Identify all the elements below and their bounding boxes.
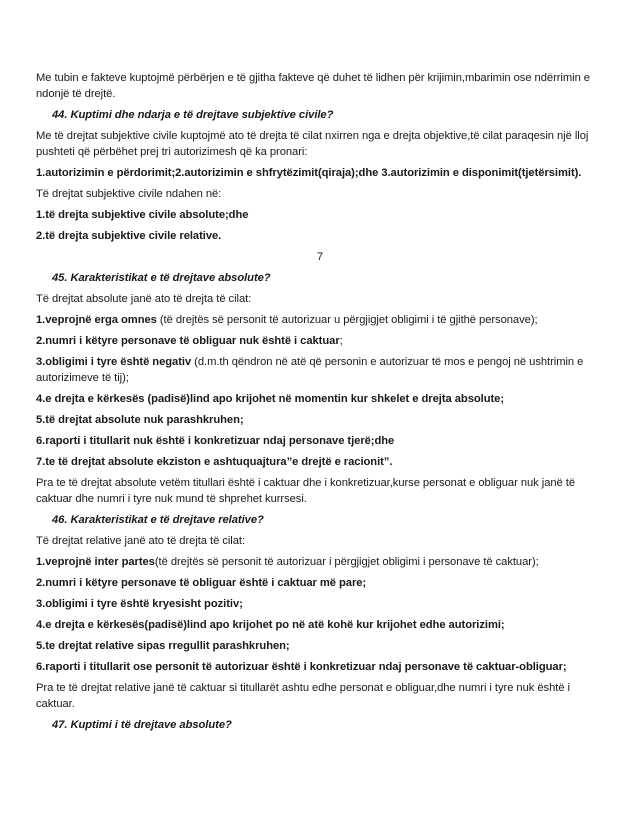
paragraph: [36, 638, 604, 654]
paragraph: [36, 680, 604, 712]
paragraph: [36, 533, 604, 549]
bold-text-run: 44. Kuptimi dhe ndarja e të drejtave subjektive civile?: [52, 109, 334, 121]
paragraph: [36, 128, 604, 160]
bold-text-run: 2.numri i këtyre personave të obliguar nuk është i caktuar: [36, 335, 340, 347]
page-number: 7: [316, 251, 324, 263]
paragraph: [36, 186, 604, 202]
text-run: (të drejtës së personit të autorizuar u përgjigjet obligimi i të gjithë personave);: [156, 314, 538, 326]
text-run: (d.m.th qëndron në atë që personin e autorizuar të mos e pengoj në ushtrimin e autorizimeve të tij);: [36, 356, 584, 384]
bold-text-run: 7.te të drejtat absolute ekziston e ashtuquajtura”e drejtë e racionit”.: [36, 456, 393, 468]
bold-text-run: 2.të drejta subjektive civile relative.: [36, 230, 222, 242]
bold-text-run: 4.e drejta e kërkesës(padisë)lind apo krijohet po në atë kohë kur krijohet edhe autorizimi;: [36, 619, 505, 631]
bold-text-run: 4.e drejta e kërkesës (padisë)lind apo krijohet në momentin kur shkelet e drejta absolute;: [36, 393, 505, 405]
text-run: Me të drejtat subjektive civile kuptojmë ato të drejta të cilat nxirren nga e drejta objektive,të cilat paraqesin një lloj pushteti që përbëhet prej tri autorizimesh që ka pronari:: [36, 130, 589, 158]
section-heading: [36, 107, 604, 123]
paragraph: [36, 412, 604, 428]
paragraph: [36, 454, 604, 470]
bold-text-run: 1.veprojnë inter partes: [36, 556, 155, 568]
paragraph: [36, 333, 604, 349]
bold-text-run: 6.raporti i titullarit nuk është i konkretizuar ndaj personave tjerë;dhe: [36, 435, 395, 447]
section-heading: [36, 270, 604, 286]
paragraph: [36, 391, 604, 407]
paragraph: [36, 228, 604, 244]
text-run: Me tubin e fakteve kuptojmë përbërjen e të gjitha fakteve që duhet të lidhen për krijimin,mbarimin ose ndërrimin e ndonjë të drejtë.: [36, 72, 590, 100]
text-run: Pra te të drejtat absolute vetëm titullari është i caktuar dhe i konkretizuar,kurse personat e obliguar nuk janë të caktuar dhe numri i tyre nuk mund të shprehet kurrsesi.: [36, 477, 576, 505]
bold-text-run: 5.te drejtat relative sipas rregullit parashkruhen;: [36, 640, 290, 652]
bold-text-run: 3.obligimi i tyre është negativ: [36, 356, 192, 368]
section-heading: [36, 717, 604, 733]
paragraph: [36, 596, 604, 612]
bold-text-run: 1.të drejta subjektive civile absolute;dhe: [36, 209, 249, 221]
bold-text-run: 5.të drejtat absolute nuk parashkruhen;: [36, 414, 244, 426]
text-run: Të drejtat relative janë ato të drejta të cilat:: [36, 535, 246, 547]
text-run: ;: [339, 335, 343, 347]
paragraph: [36, 291, 604, 307]
paragraph: [36, 617, 604, 633]
bold-text-run: 3.obligimi i tyre është kryesisht pozitiv;: [36, 598, 243, 610]
bold-text-run: 2.numri i këtyre personave të obliguar është i caktuar më pare;: [36, 577, 367, 589]
text-run: Pra te të drejtat relative janë të caktuar si titullarët ashtu edhe personat e obliguar,dhe numri i tyre nuk është i caktuar.: [36, 682, 570, 710]
document-body: [36, 70, 604, 733]
bold-text-run: 47. Kuptimi i të drejtave absolute?: [52, 719, 232, 731]
paragraph: [36, 659, 604, 675]
paragraph: [36, 475, 604, 507]
paragraph: [36, 354, 604, 386]
bold-text-run: 45. Karakteristikat e të drejtave absolute?: [52, 272, 271, 284]
paragraph: [36, 554, 604, 570]
bold-text-run: 6.raporti i titullarit ose personit të autorizuar është i konkretizuar ndaj personave të caktuar-obliguar;: [36, 661, 567, 673]
paragraph: [36, 207, 604, 223]
paragraph: [36, 312, 604, 328]
text-run: Të drejtat absolute janë ato të drejta të cilat:: [36, 293, 252, 305]
bold-text-run: 46. Karakteristikat e të drejtave relative?: [52, 514, 264, 526]
bold-text-run: 1.autorizimin e përdorimit;2.autorizimin e shfrytëzimit(qiraja);dhe 3.autorizimin e disponimit(tjetërsimit).: [36, 167, 582, 179]
bold-text-run: 1.veprojnë erga omnes: [36, 314, 157, 326]
text-run: (të drejtës së personit të autorizuar i përgjigjet obligimi i personave të caktuar);: [154, 556, 539, 568]
paragraph: [36, 70, 604, 102]
paragraph: [36, 165, 604, 181]
paragraph: [36, 433, 604, 449]
section-heading: [36, 512, 604, 528]
text-run: Të drejtat subjektive civile ndahen në:: [36, 188, 222, 200]
paragraph: [36, 575, 604, 591]
